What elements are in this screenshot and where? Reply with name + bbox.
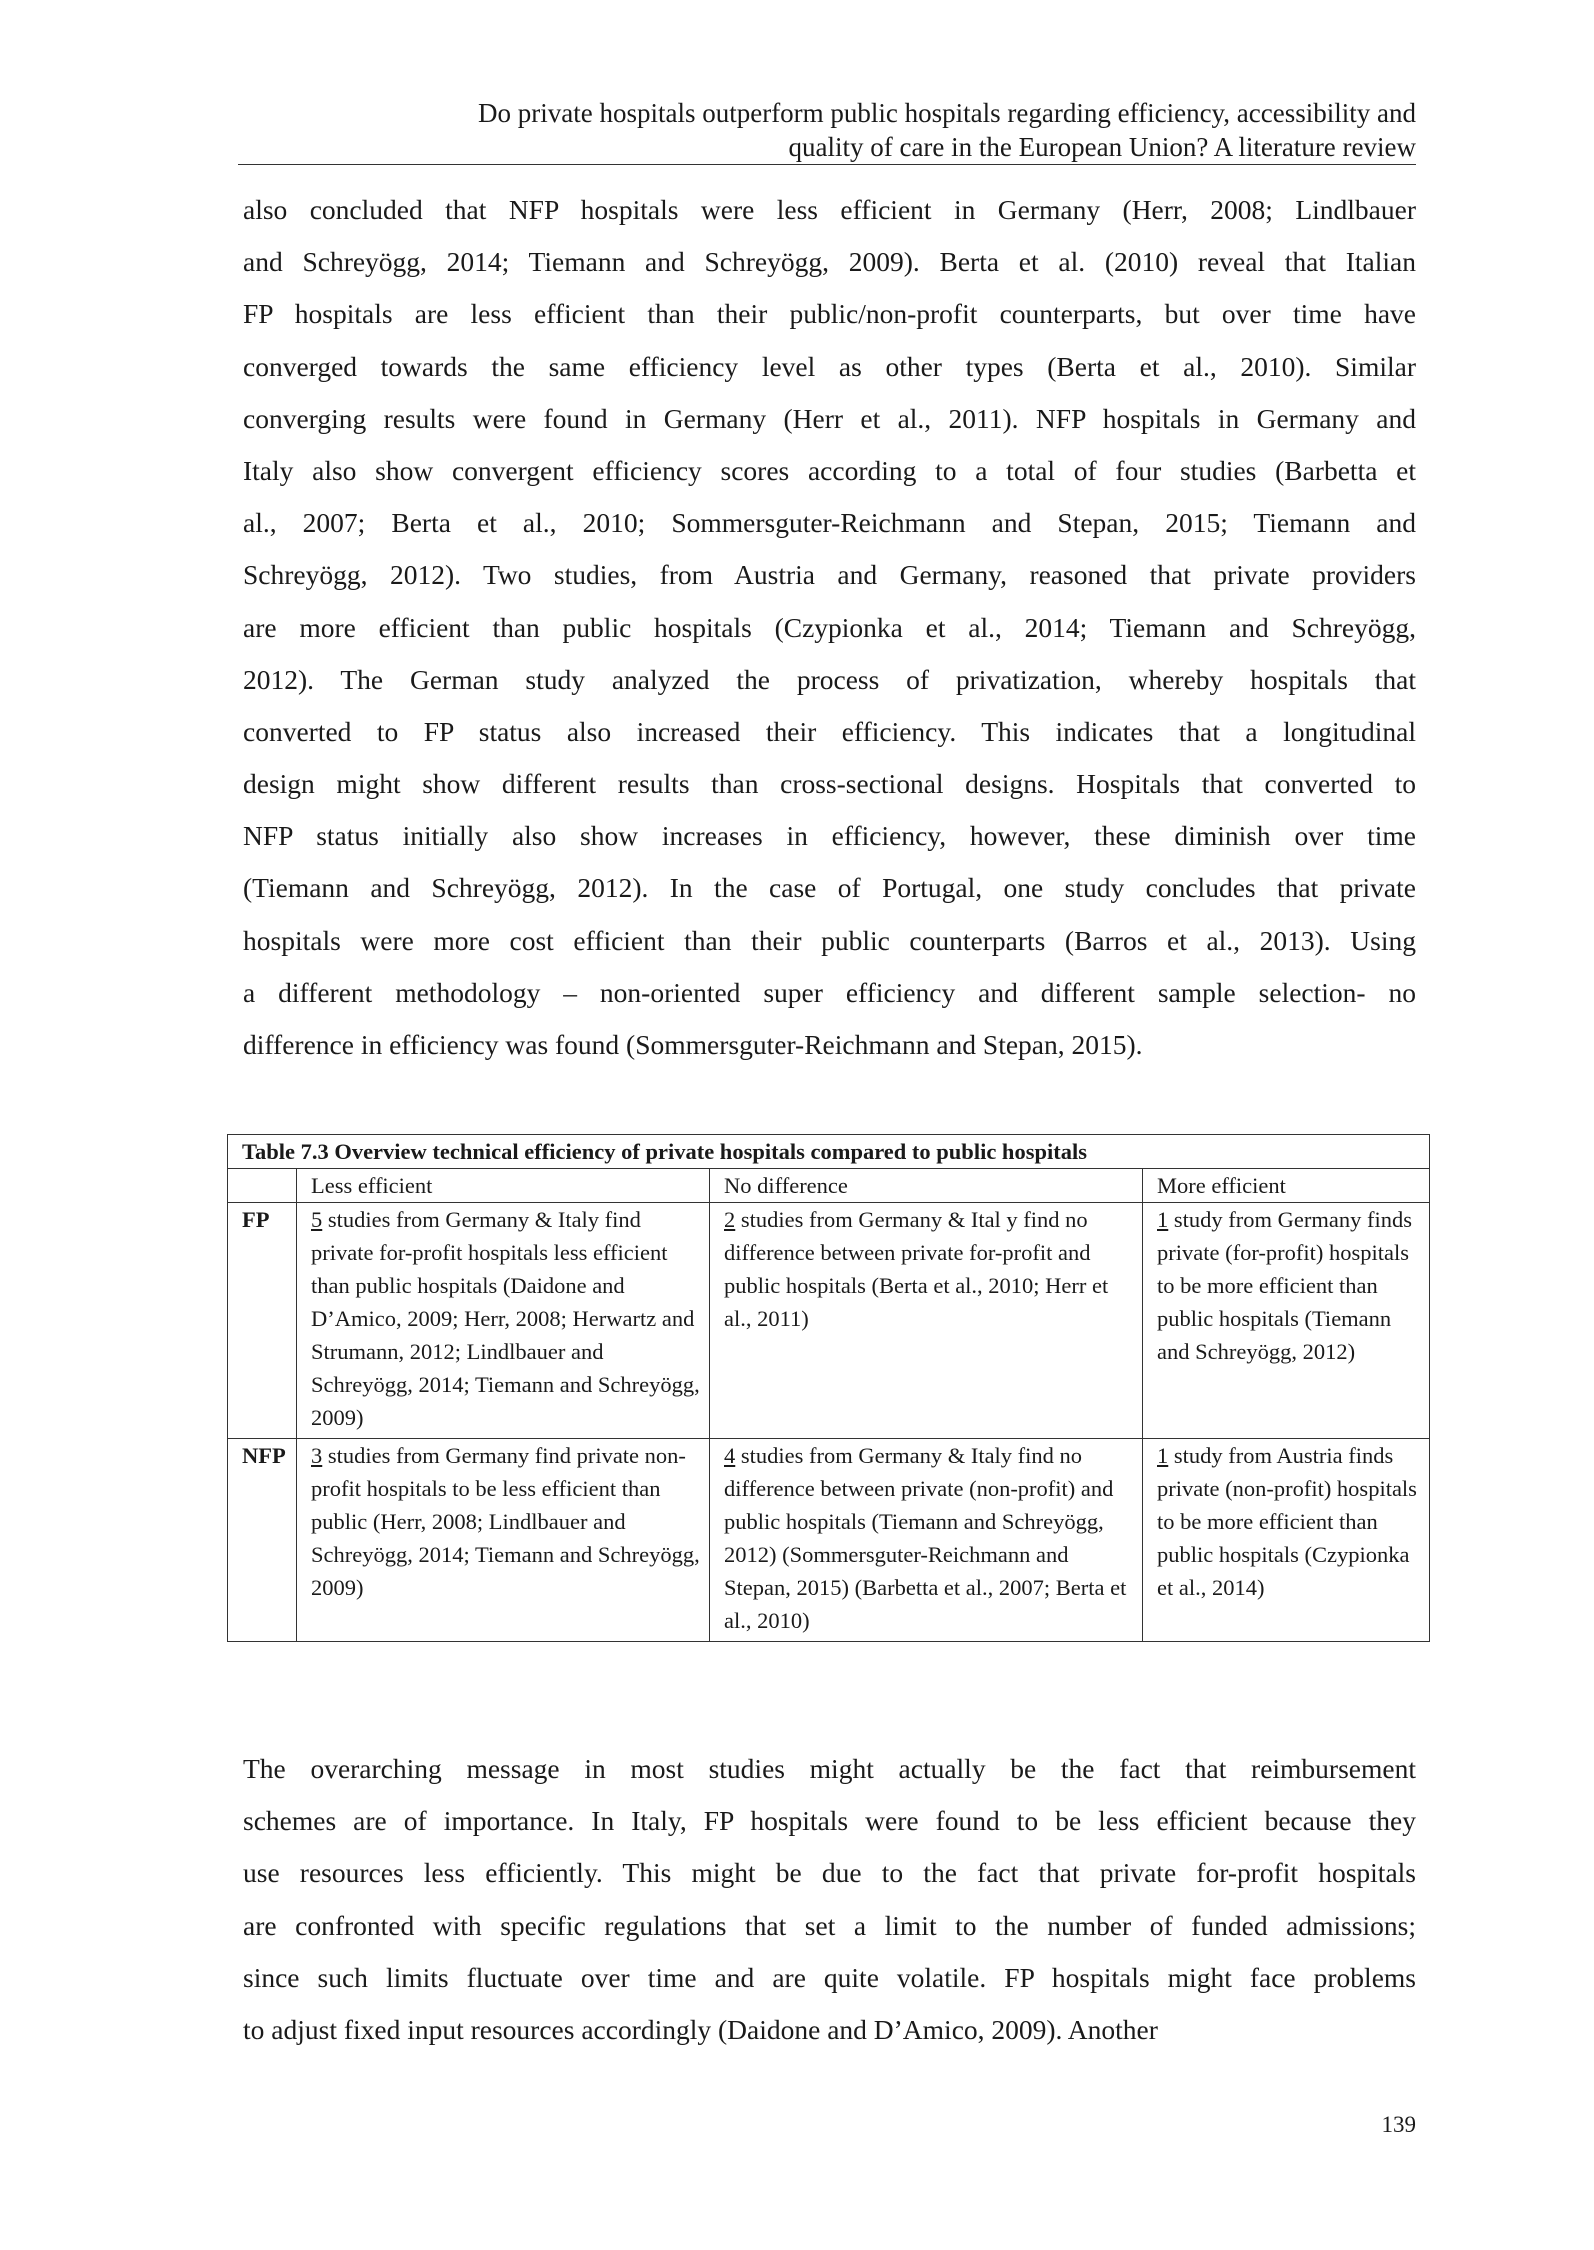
- table-cell: [1143, 1203, 1430, 1439]
- text-line: hospitals were more cost efficient than their public counterparts (Barros et al., 2013). Using: [243, 924, 1416, 956]
- text-line: difference in efficiency was found (Sommersguter-Reichmann and Stepan, 2015).: [243, 1029, 1143, 1060]
- running-header-line1: Do private hospitals outperform public hospitals regarding efficiency, accessibility and: [478, 98, 1416, 128]
- text-line: are more efficient than public hospitals (Czypionka et al., 2014; Tiemann and Schreyögg,: [243, 611, 1416, 643]
- text-line: (Tiemann and Schreyögg, 2012). In the case of Portugal, one study concludes that private: [243, 872, 1416, 904]
- header-cell-less: Less efficient: [297, 1169, 710, 1203]
- cell-text: studies from Germany & Ital y find no difference between private for-profit and public hospitals (Berta et al., 2010; Herr et al., 2011): [724, 1207, 1109, 1331]
- text-line: schemes are of importance. In Italy, FP hospitals were found to be less efficient because they: [243, 1805, 1416, 1837]
- row-label: NFP: [228, 1439, 297, 1642]
- running-header: [300, 96, 1416, 164]
- text-line: converged towards the same efficiency level as other types (Berta et al., 2010). Similar: [243, 350, 1416, 382]
- header-cell-empty: [228, 1169, 297, 1203]
- table-cell: [1143, 1439, 1430, 1642]
- running-header-line2: quality of care in the European Union? A literature review: [788, 132, 1416, 162]
- table-cell: [710, 1203, 1143, 1439]
- study-count: 3: [311, 1443, 323, 1468]
- table-cell: [297, 1203, 710, 1439]
- text-line: since such limits fluctuate over time and are quite volatile. FP hospitals might face problems: [243, 1961, 1416, 1993]
- page-number: 139: [1381, 2112, 1416, 2137]
- text-line: a different methodology – non-oriented super efficiency and different sample selection- no: [243, 976, 1416, 1008]
- text-line: Italy also show convergent efficiency scores according to a total of four studies (Barbetta et: [243, 454, 1416, 486]
- study-count: 1: [1157, 1443, 1169, 1468]
- text-line: also concluded that NFP hospitals were less efficient in Germany (Herr, 2008; Lindlbauer: [243, 194, 1416, 225]
- text-line: al., 2007; Berta et al., 2010; Sommersguter-Reichmann and Stepan, 2015; Tiemann and: [243, 507, 1416, 539]
- text-line: FP hospitals are less efficient than their public/non-profit counterparts, but over time have: [243, 298, 1416, 330]
- study-count: 2: [724, 1207, 736, 1232]
- study-count: 1: [1157, 1207, 1169, 1232]
- text-line: design might show different results than cross-sectional designs. Hospitals that converted to: [243, 768, 1416, 800]
- paragraph-2: [243, 1743, 1416, 2056]
- study-count: 4: [724, 1443, 736, 1468]
- paragraph-1: [243, 184, 1416, 1071]
- cell-text: studies from Germany & Italy find private for-profit hospitals less efficient than public hospitals (Daidone and D’Amico, 2009; Herr, 2008; Herwartz and Strumann, 2012; Lindlbauer and Schreyögg, 2014; Tiemann and Schreyögg, 2009): [311, 1207, 700, 1430]
- cell-text: studies from Germany find private non-profit hospitals to be less efficient than public (Herr, 2008; Lindlbauer and Schreyögg, 2014; Tiemann and Schreyögg, 2009): [311, 1443, 700, 1600]
- study-count: 5: [311, 1207, 323, 1232]
- text-line: use resources less efficiently. This might be due to the fact that private for-profit hospitals: [243, 1857, 1416, 1889]
- cell-text: study from Germany finds private (for-profit) hospitals to be more efficient than public hospitals (Tiemann and Schreyögg, 2012): [1157, 1207, 1412, 1364]
- cell-text: studies from Germany & Italy find no difference between private (non-profit) and public hospitals (Tiemann and Schreyögg, 2012) (Sommersguter-Reichmann and Stepan, 2015) (Barbetta et al., 2007; Berta et al., 2010): [724, 1443, 1127, 1633]
- text-line: are confronted with specific regulations that set a limit to the number of funded admissions;: [243, 1909, 1416, 1941]
- row-label: FP: [228, 1203, 297, 1439]
- table-caption: Table 7.3 Overview technical efficiency of private hospitals compared to public hospitals: [228, 1135, 1430, 1169]
- table-row: [228, 1203, 1430, 1439]
- text-line: The overarching message in most studies might actually be the fact that reimbursement: [243, 1753, 1416, 1784]
- table-cell: [710, 1439, 1143, 1642]
- text-line: Schreyögg, 2012). Two studies, from Austria and Germany, reasoned that private providers: [243, 559, 1416, 591]
- text-line: NFP status initially also show increases in efficiency, however, these diminish over time: [243, 820, 1416, 852]
- efficiency-table: [227, 1134, 1430, 1642]
- table-row: [228, 1439, 1430, 1642]
- table-header-row: [228, 1169, 1430, 1203]
- cell-text: study from Austria finds private (non-profit) hospitals to be more efficient than public hospitals (Czypionka et al., 2014): [1157, 1443, 1417, 1600]
- text-line: and Schreyögg, 2014; Tiemann and Schreyögg, 2009). Berta et al. (2010) reveal that Italian: [243, 246, 1416, 278]
- text-line: converted to FP status also increased their efficiency. This indicates that a longitudinal: [243, 715, 1416, 747]
- text-line: converging results were found in Germany (Herr et al., 2011). NFP hospitals in Germany and: [243, 402, 1416, 434]
- text-line: to adjust fixed input resources accordingly (Daidone and D’Amico, 2009). Another: [243, 2013, 1158, 2045]
- table-cell: [297, 1439, 710, 1642]
- header-cell-more: More efficient: [1143, 1169, 1430, 1203]
- text-line: 2012). The German study analyzed the process of privatization, whereby hospitals that: [243, 663, 1416, 695]
- header-cell-nodiff: No difference: [710, 1169, 1143, 1203]
- header-rule: [238, 164, 1416, 165]
